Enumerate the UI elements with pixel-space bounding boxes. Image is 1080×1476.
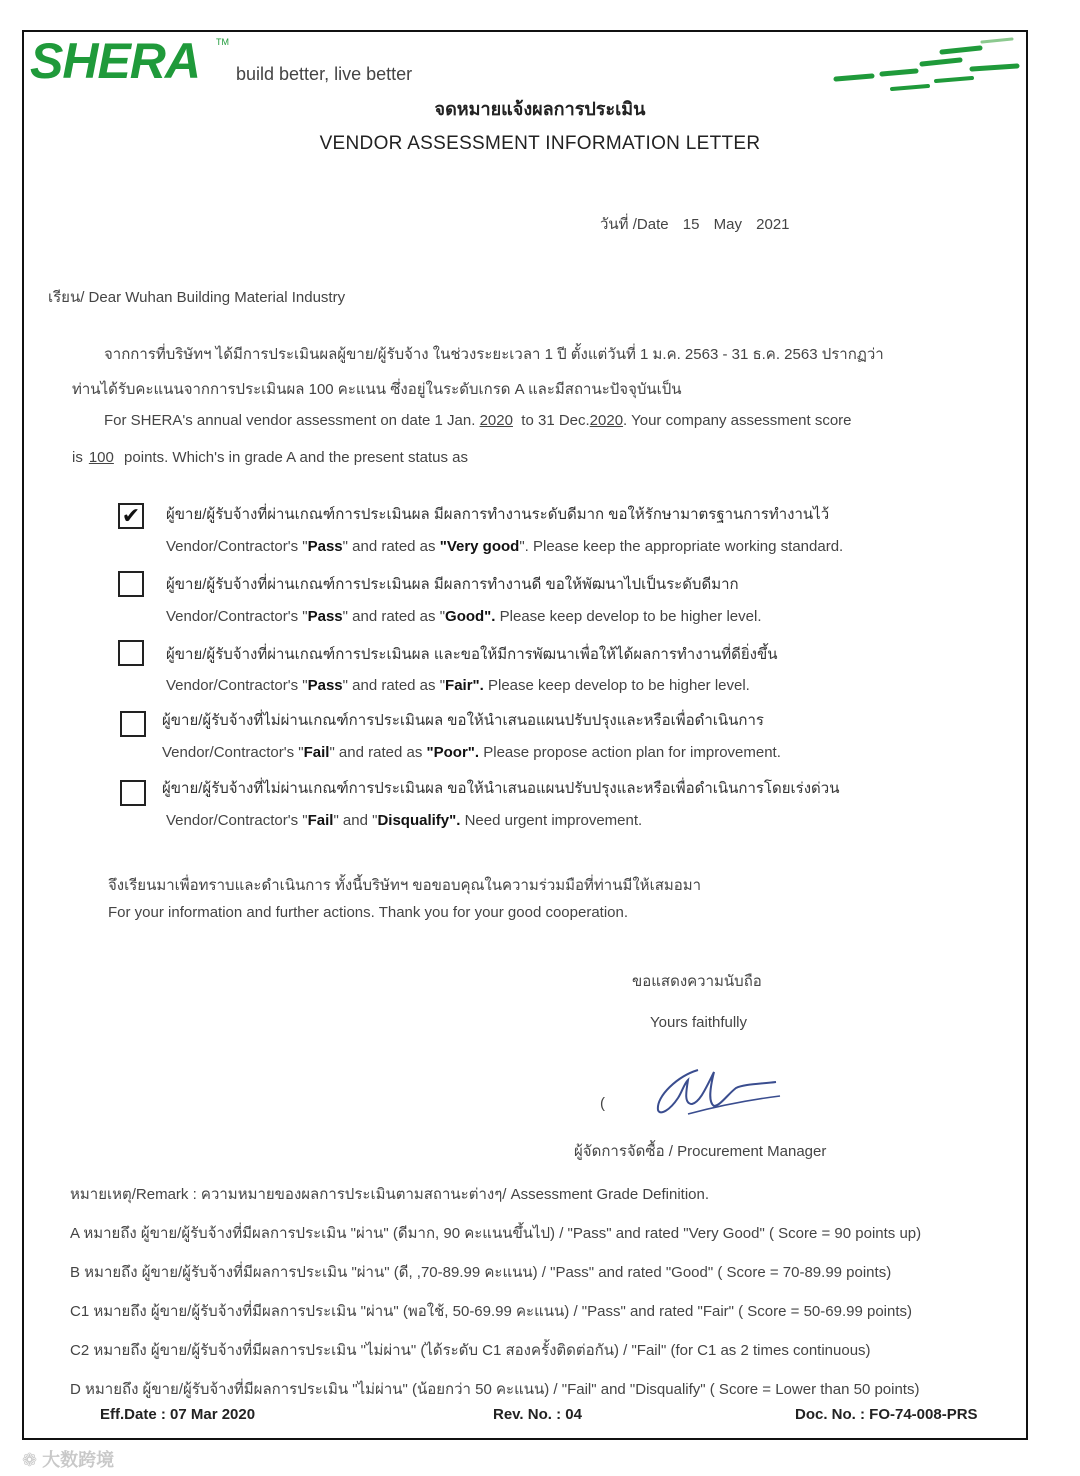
signature-image bbox=[648, 1058, 788, 1120]
regards-thai: ขอแสดงความนับถือ bbox=[632, 973, 762, 990]
closing-thai: จึงเรียนมาเพื่อทราบและดำเนินการ ทั้งนี้บริษัทฯ ขอขอบคุณในความร่วมมือที่ท่านมีให้เสมอมา bbox=[108, 877, 702, 894]
body-en-line-1: For SHERA's annual vendor assessment on date 1 Jan. 2020 to 31 Dec.2020. Your company assessment score bbox=[104, 412, 852, 429]
closing-en: For your information and further actions. Thank you for your good cooperation. bbox=[108, 904, 629, 921]
option-poor-en: Vendor/Contractor's "Fail" and rated as "Poor". Please propose action plan for improvement. bbox=[162, 744, 781, 761]
end-year: 2020 bbox=[589, 412, 624, 429]
revision-number: Rev. No. : 04 bbox=[493, 1406, 582, 1423]
remark-heading: หมายเหตุ/Remark : ความหมายของผลการประเมินตามสถานะต่างๆ/ Assessment Grade Definition. bbox=[70, 1186, 710, 1203]
assessment-score: 100 bbox=[88, 449, 114, 466]
body-thai-line-1: จากการที่บริษัทฯ ได้มีการประเมินผลผู้ขาย/ผู้รับจ้าง ในช่วงระยะเวลา 1 ปี ตั้งแต่วันที่ 1 ม.ค. 2563 - 31 ธ.ค. 2563 ปรากฏว่า bbox=[104, 346, 884, 363]
start-year: 2020 bbox=[479, 412, 513, 429]
option-good-thai: ผู้ขาย/ผู้รับจ้างที่ผ่านเกณฑ์การประเมินผล มีผลการทำงานดี ขอให้พัฒนาไปเป็นระดับดีมาก bbox=[166, 576, 739, 593]
checkbox-fair[interactable] bbox=[118, 640, 144, 666]
checkbox-poor[interactable] bbox=[120, 711, 146, 737]
option-fair-thai: ผู้ขาย/ผู้รับจ้างที่ผ่านเกณฑ์การประเมินผล และขอให้มีการพัฒนาเพื่อให้ได้ผลการทำงานที่ดียิ่งขึ้น bbox=[166, 646, 778, 663]
effective-date: Eff.Date : 07 Mar 2020 bbox=[100, 1406, 256, 1423]
watermark-logo-icon: ❁ bbox=[22, 1450, 38, 1470]
regards-en: Yours faithfully bbox=[650, 1014, 748, 1031]
brand-stripes-graphic bbox=[832, 36, 1022, 98]
grade-definition-c1: C1 หมายถึง ผู้ขาย/ผู้รับจ้างที่มีผลการประเมิน "ผ่าน" (พอใช้, 50-69.99 คะแนน) / "Pass" and rated "Fair" ( Score = 50-69.99 points) bbox=[70, 1303, 912, 1320]
document-number: Doc. No. : FO-74-008-PRS bbox=[795, 1406, 978, 1423]
grade-definition-b: B หมายถึง ผู้ขาย/ผู้รับจ้างที่มีผลการประเมิน "ผ่าน" (ดี, ,70-89.99 คะแนน) / "Pass" and rated "Good" ( Score = 70-89.99 points) bbox=[70, 1264, 892, 1281]
option-fair-en: Vendor/Contractor's "Pass" and rated as "Fair". Please keep develop to be higher level. bbox=[166, 677, 750, 694]
body-thai-line-2: ท่านได้รับคะแนนจากการประเมินผล 100 คะแนน ซึ่งอยู่ในระดับเกรด A และมีสถานะปัจจุบันเป็น bbox=[72, 381, 682, 398]
title-english: VENDOR ASSESSMENT INFORMATION LETTER bbox=[319, 133, 761, 154]
option-very-good-en: Vendor/Contractor's "Pass" and rated as "Very good". Please keep the appropriate working standard. bbox=[166, 538, 844, 555]
option-poor-thai: ผู้ขาย/ผู้รับจ้างที่ไม่ผ่านเกณฑ์การประเมินผล ขอให้นำเสนอแผนปรับปรุงและหรือเพื่อดำเนินการ bbox=[162, 712, 764, 729]
letter-date bbox=[600, 212, 800, 236]
body-en-line-2: is 100 points. Which's in grade A and the present status as bbox=[72, 449, 468, 466]
watermark: ❁ 大数跨境 bbox=[22, 1450, 115, 1470]
shera-logo: SHERA bbox=[30, 33, 201, 89]
option-good-en: Vendor/Contractor's "Pass" and rated as "Good". Please keep develop to be higher level. bbox=[166, 608, 762, 625]
date-year: 2021 bbox=[756, 216, 790, 233]
grade-definition-c2: C2 หมายถึง ผู้ขาย/ผู้รับจ้างที่มีผลการประเมิน "ไม่ผ่าน" (ได้ระดับ C1 สองครั้งติดต่อกัน) / "Fail" (for C1 as 2 times continuous) bbox=[70, 1342, 871, 1359]
date-month: May bbox=[713, 216, 742, 233]
title-thai: จดหมายแจ้งผลการประเมิน bbox=[434, 99, 646, 119]
signer-title: ผู้จัดการจัดซื้อ / Procurement Manager bbox=[574, 1143, 827, 1160]
option-disqualify-thai: ผู้ขาย/ผู้รับจ้างที่ไม่ผ่านเกณฑ์การประเมินผล ขอให้นำเสนอแผนปรับปรุงและหรือเพื่อดำเนินการโดยเร่งด่วน bbox=[162, 780, 840, 797]
assessment-grade: A bbox=[286, 449, 296, 466]
tagline: build better, live better bbox=[236, 64, 413, 84]
checkbox-very-good[interactable]: ✔ bbox=[118, 503, 144, 529]
trademark-mark: TM bbox=[216, 37, 229, 47]
option-very-good-thai: ผู้ขาย/ผู้รับจ้างที่ผ่านเกณฑ์การประเมินผล มีผลการทำงานระดับดีมาก ขอให้รักษามาตรฐานการทำงานไว้ bbox=[166, 506, 830, 523]
signature-paren: ( bbox=[600, 1095, 605, 1112]
checkbox-good[interactable] bbox=[118, 571, 144, 597]
grade-definition-a: A หมายถึง ผู้ขาย/ผู้รับจ้างที่มีผลการประเมิน "ผ่าน" (ดีมาก, 90 คะแนนขึ้นไป) / "Pass" and rated "Very Good" ( Score = 90 points up) bbox=[70, 1225, 922, 1242]
grade-definition-d: D หมายถึง ผู้ขาย/ผู้รับจ้างที่มีผลการประเมิน "ไม่ผ่าน" (น้อยกว่า 50 คะแนน) / "Fail" and "Disqualify" ( Score = Lower than 50 points) bbox=[70, 1381, 920, 1398]
salutation: เรียน/ Dear Wuhan Building Material Industry bbox=[48, 289, 346, 306]
date-label: วันที่ /Date bbox=[600, 216, 669, 233]
date-day: 15 bbox=[682, 216, 700, 233]
checkbox-disqualify[interactable] bbox=[120, 780, 146, 806]
option-disqualify-en: Vendor/Contractor's "Fail" and "Disqualify". Need urgent improvement. bbox=[166, 812, 643, 829]
